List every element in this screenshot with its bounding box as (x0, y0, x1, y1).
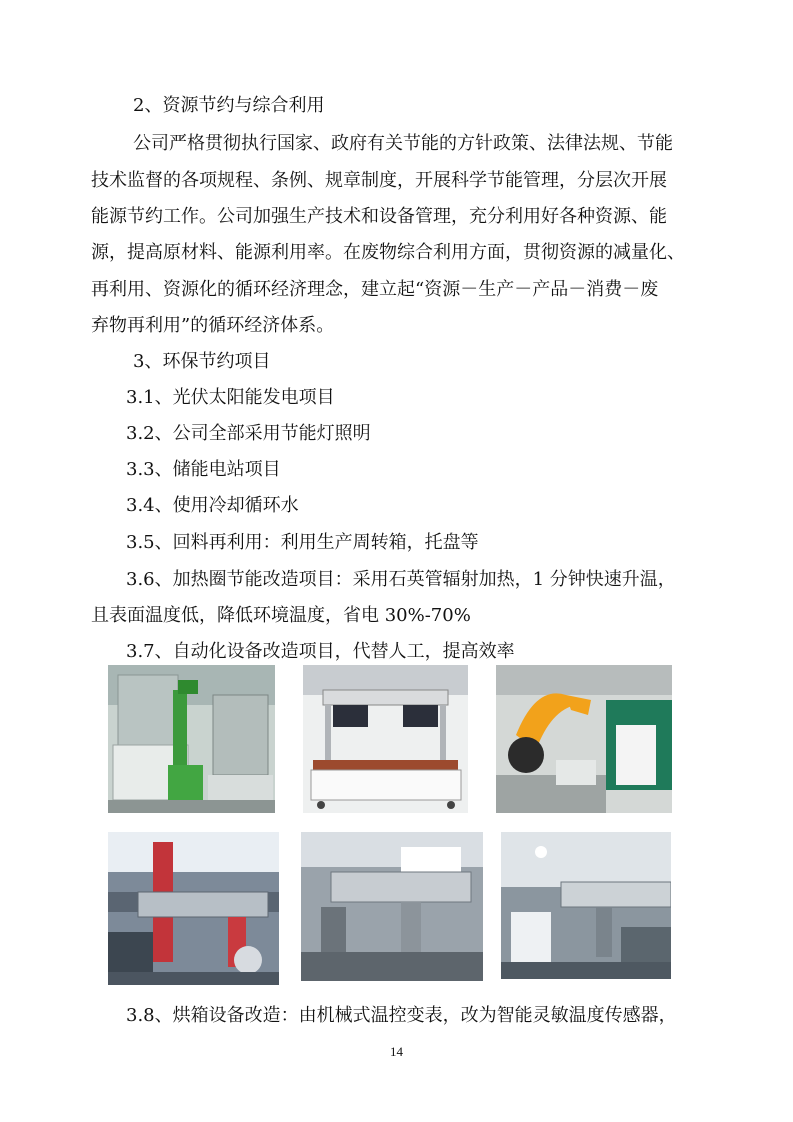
list-item: 3.1、光伏太阳能发电项目 (126, 387, 335, 408)
factory-gantry-robot-photo (501, 832, 671, 979)
paragraph-line: 技术监督的各项规程、条例、规章制度，开展科学节能管理，分层次开展 (91, 170, 667, 191)
list-item-continuation: 且表面温度低，降低环境温度，省电 30%-70% (91, 605, 471, 626)
green-robot-arm-photo (108, 665, 275, 813)
red-gantry-robot-photo (108, 832, 279, 985)
paragraph-line: 能源节约工作。公司加强生产技术和设备管理，充分利用好各种资源、能 (91, 206, 667, 227)
list-item: 3.4、使用冷却循环水 (126, 495, 299, 516)
orange-robot-arm-photo (496, 665, 672, 813)
list-item: 3.7、自动化设备改造项目，代替人工，提高效率 (126, 641, 515, 662)
paragraph-line: 公司严格贯彻执行国家、政府有关节能的方针政策、法律法规、节能 (133, 133, 673, 154)
list-item: 3.5、回料再利用：利用生产周转箱，托盘等 (126, 532, 479, 553)
gray-gantry-robot-photo (301, 832, 483, 981)
list-item: 3.2、公司全部采用节能灯照明 (126, 423, 371, 444)
page-number: 14 (390, 1044, 403, 1059)
list-item: 3.6、加热圈节能改造项目：采用石英管辐射加热，1 分钟快速升温， (126, 569, 676, 590)
list-item: 3.8、烘箱设备改造：由机械式温控变表，改为智能灵敏温度传感器， (126, 1005, 677, 1026)
white-workstation-photo (303, 665, 468, 813)
section-2-heading: 2、资源节约与综合利用 (133, 95, 325, 116)
list-item: 3.3、储能电站项目 (126, 459, 281, 480)
section-3-heading: 3、环保节约项目 (133, 351, 271, 372)
paragraph-line: 再利用、资源化的循环经济理念，建立起“资源－生产－产品－消费－废 (91, 279, 659, 300)
paragraph-line: 源，提高原材料、能源利用率。在废物综合利用方面，贯彻资源的减量化、 (91, 242, 685, 263)
paragraph-line: 弃物再利用”的循环经济体系。 (91, 315, 335, 336)
